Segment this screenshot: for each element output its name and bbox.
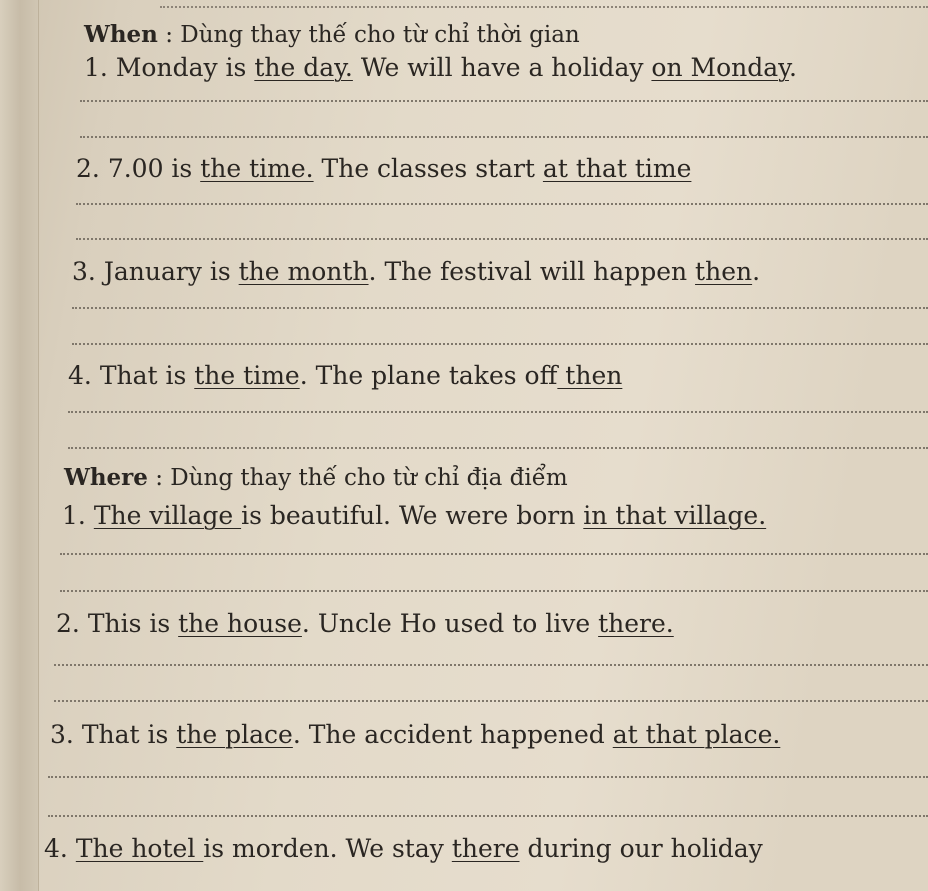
where-description: : Dùng thay thế cho từ chỉ địa điểm [147, 465, 568, 491]
sentence-text: We will have a holiday [352, 53, 652, 82]
sentence-text: That is [99, 361, 195, 390]
underlined-phrase: then [557, 361, 623, 390]
underlined-phrase: the house [178, 609, 302, 638]
sentence-text: during our holiday [519, 834, 763, 863]
where-exercise-1 [62, 503, 766, 528]
sentence-text: . Uncle Ho used to live [301, 609, 599, 638]
exercise-number: 3. [72, 257, 96, 286]
underlined-phrase: The hotel [75, 834, 204, 863]
sentence-text: Monday is [115, 53, 255, 82]
where-keyword: Where [64, 464, 148, 491]
sentence-text: . [788, 53, 797, 82]
exercise-number: 3. [50, 720, 74, 749]
exercise-number: 1. [84, 53, 108, 82]
where-exercise-3 [50, 722, 780, 747]
underlined-phrase: there. [598, 609, 674, 638]
sentence-text: . The plane takes off [299, 361, 558, 390]
sentence-text: This is [87, 609, 179, 638]
when-exercise-3 [72, 259, 760, 284]
sentence-text: . [752, 257, 761, 286]
underlined-phrase: the day. [254, 53, 353, 82]
underlined-phrase: the month [238, 257, 369, 286]
sentence-text: is morden. We stay [203, 834, 452, 863]
when-keyword: When [84, 21, 158, 48]
answer-line[interactable] [54, 664, 928, 666]
sentence-text: is beautiful. We were born [241, 501, 584, 530]
answer-line[interactable] [80, 100, 928, 102]
sentence-text: The classes start [313, 154, 543, 183]
exercise-number: 1. [62, 501, 86, 530]
answer-line[interactable] [72, 343, 928, 345]
answer-line[interactable] [60, 590, 928, 592]
underlined-phrase: at that time [542, 154, 692, 183]
answer-line[interactable] [54, 700, 928, 702]
answer-line[interactable] [80, 136, 928, 138]
when-exercise-1 [84, 55, 797, 80]
answer-line[interactable] [48, 776, 928, 778]
when-description: : Dùng thay thế cho từ chỉ thời gian [157, 22, 580, 48]
underlined-phrase: on Monday [651, 53, 789, 82]
where-exercise-2 [56, 611, 674, 636]
exercise-number: 2. [56, 609, 80, 638]
when-exercise-4 [68, 363, 622, 388]
answer-line[interactable] [60, 553, 928, 555]
answer-line[interactable] [76, 203, 928, 205]
when-heading [84, 23, 580, 47]
answer-line[interactable] [68, 411, 928, 413]
answer-line[interactable] [68, 447, 928, 449]
underlined-phrase: then [695, 257, 753, 286]
underlined-phrase: at that place. [612, 720, 781, 749]
underlined-phrase: the time. [200, 154, 314, 183]
sentence-text: 7.00 is [107, 154, 201, 183]
underlined-phrase: there [451, 834, 520, 863]
underlined-phrase: the place [176, 720, 293, 749]
exercise-number: 2. [76, 154, 100, 183]
underlined-phrase: The village [93, 501, 242, 530]
answer-line[interactable] [72, 307, 928, 309]
answer-line[interactable] [76, 238, 928, 240]
underlined-phrase: in that village. [583, 501, 767, 530]
when-exercise-2 [76, 156, 691, 181]
exercise-number: 4. [68, 361, 92, 390]
exercise-number: 4. [44, 834, 68, 863]
where-heading [64, 466, 568, 490]
sentence-text: That is [81, 720, 177, 749]
sentence-text: . The festival will happen [368, 257, 696, 286]
sentence-text: January is [103, 257, 239, 286]
answer-line[interactable] [48, 815, 928, 817]
underlined-phrase: the time [194, 361, 300, 390]
sentence-text: . The accident happened [292, 720, 613, 749]
where-exercise-4 [44, 836, 763, 861]
